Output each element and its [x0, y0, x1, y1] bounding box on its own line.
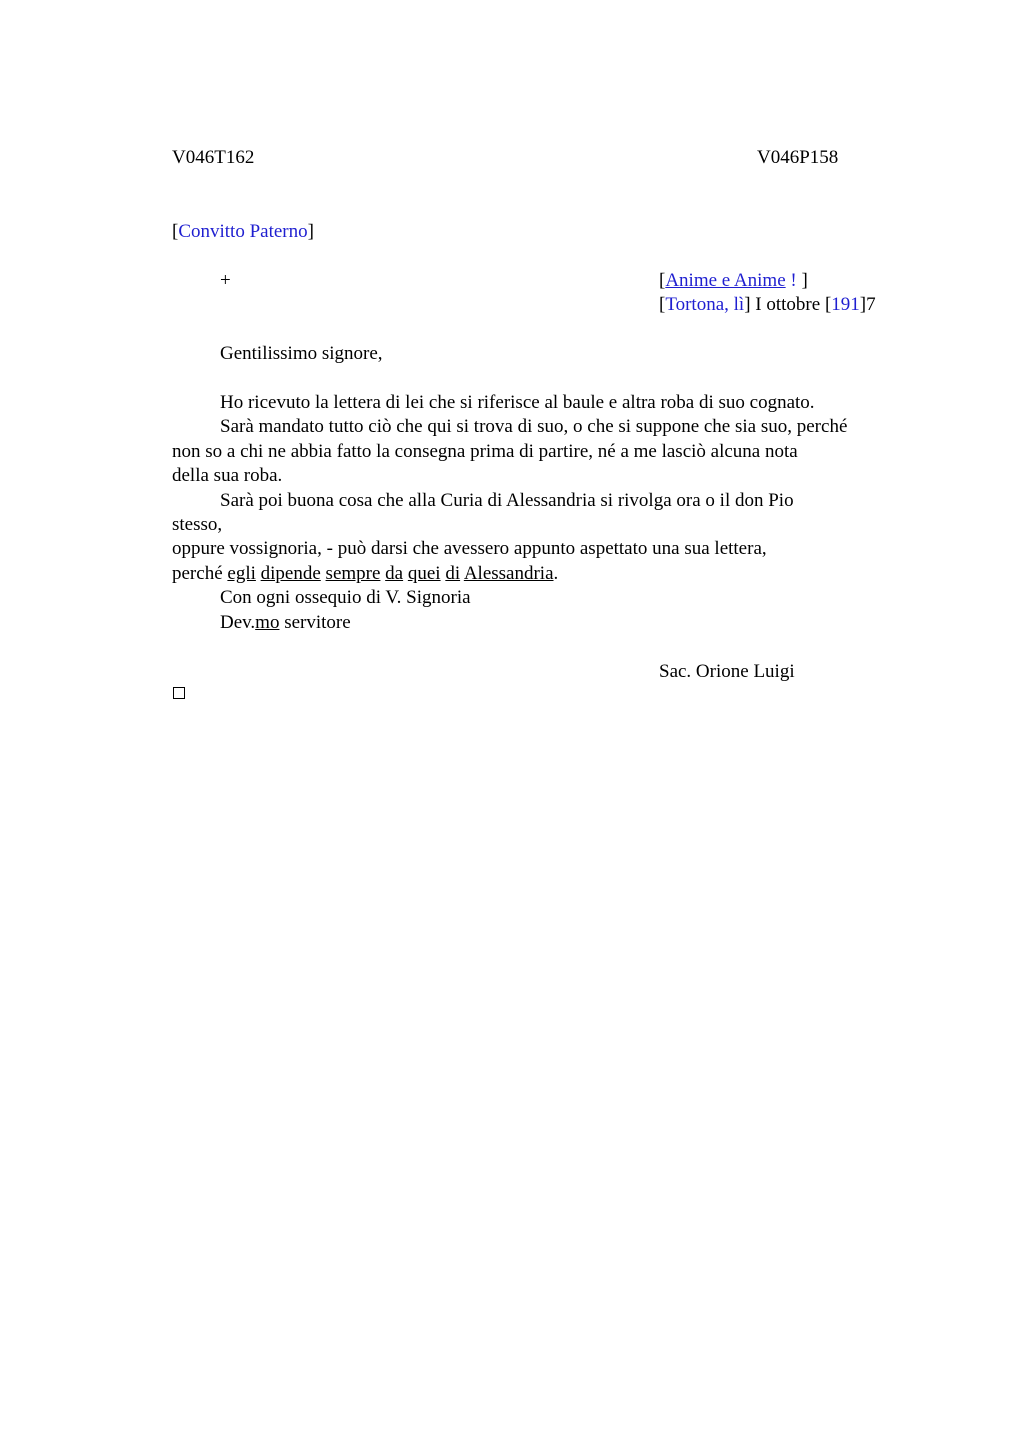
bracket-close: ]	[796, 270, 808, 291]
body-line: oppure vossignoria, - può darsi che avessero appunto aspettato una sua lettera,	[172, 538, 767, 559]
underlined-word: dipende	[260, 563, 321, 584]
dev-abbrev: mo	[255, 612, 280, 633]
end-mark-checkbox	[173, 687, 185, 699]
document-code-left: V046T162	[172, 147, 255, 168]
underlined-word: sempre	[325, 563, 381, 584]
bracket-open: [	[659, 270, 666, 291]
heading-line-1	[659, 269, 808, 293]
body-line: Ho ricevuto la lettera di lei che si riferisce al baule e altra roba di suo cognato.	[220, 392, 815, 413]
anime-e-anime-link[interactable]: Anime e Anime	[665, 270, 786, 291]
closing-line: Con ogni ossequio di V. Signoria	[220, 587, 471, 608]
body-line: Sarà poi buona cosa che alla Curia di Alessandria si rivolga ora o il don Pio	[220, 490, 794, 511]
body-line: Sarà mandato tutto ciò che qui si trova di suo, o che si suppone che sia suo, perché	[220, 416, 848, 437]
body-line: della sua roba.	[172, 465, 283, 486]
underlined-word: quei	[407, 563, 441, 584]
year-part: 191	[831, 294, 860, 315]
greeting: Gentilissimo signore,	[220, 343, 383, 364]
underlined-word: da	[385, 563, 404, 584]
body-line: non so a chi ne abbia fatto la consegna prima di partire, né a me lasciò alcuna nota	[172, 441, 798, 462]
body-line: stesso,	[172, 514, 223, 535]
body-line-underlined	[172, 562, 558, 586]
letter-title	[172, 220, 314, 244]
underlined-word: Alessandria	[463, 563, 554, 584]
bracket-open: [	[172, 221, 179, 242]
line-end: .	[553, 563, 559, 584]
dev-suffix: servitore	[279, 612, 351, 633]
dev-prefix: Dev.	[220, 612, 256, 633]
signature: Sac. Orione Luigi	[659, 661, 795, 682]
document-code-right: V046P158	[757, 147, 839, 168]
year-end: ]7	[859, 294, 876, 315]
bracket-close: ]	[307, 221, 314, 242]
date-text: ] I ottobre [	[744, 294, 832, 315]
underlined-word: egli	[227, 563, 256, 584]
closing-servant	[220, 611, 351, 635]
bracket-open: [	[659, 294, 666, 315]
underlined-word: di	[445, 563, 461, 584]
line-start: perché	[172, 563, 228, 584]
title-text: Convitto Paterno	[178, 221, 308, 242]
exclamation: !	[785, 270, 797, 291]
cross-symbol: +	[220, 270, 231, 291]
date-line	[659, 293, 876, 317]
place-text: Tortona, lì	[665, 294, 745, 315]
